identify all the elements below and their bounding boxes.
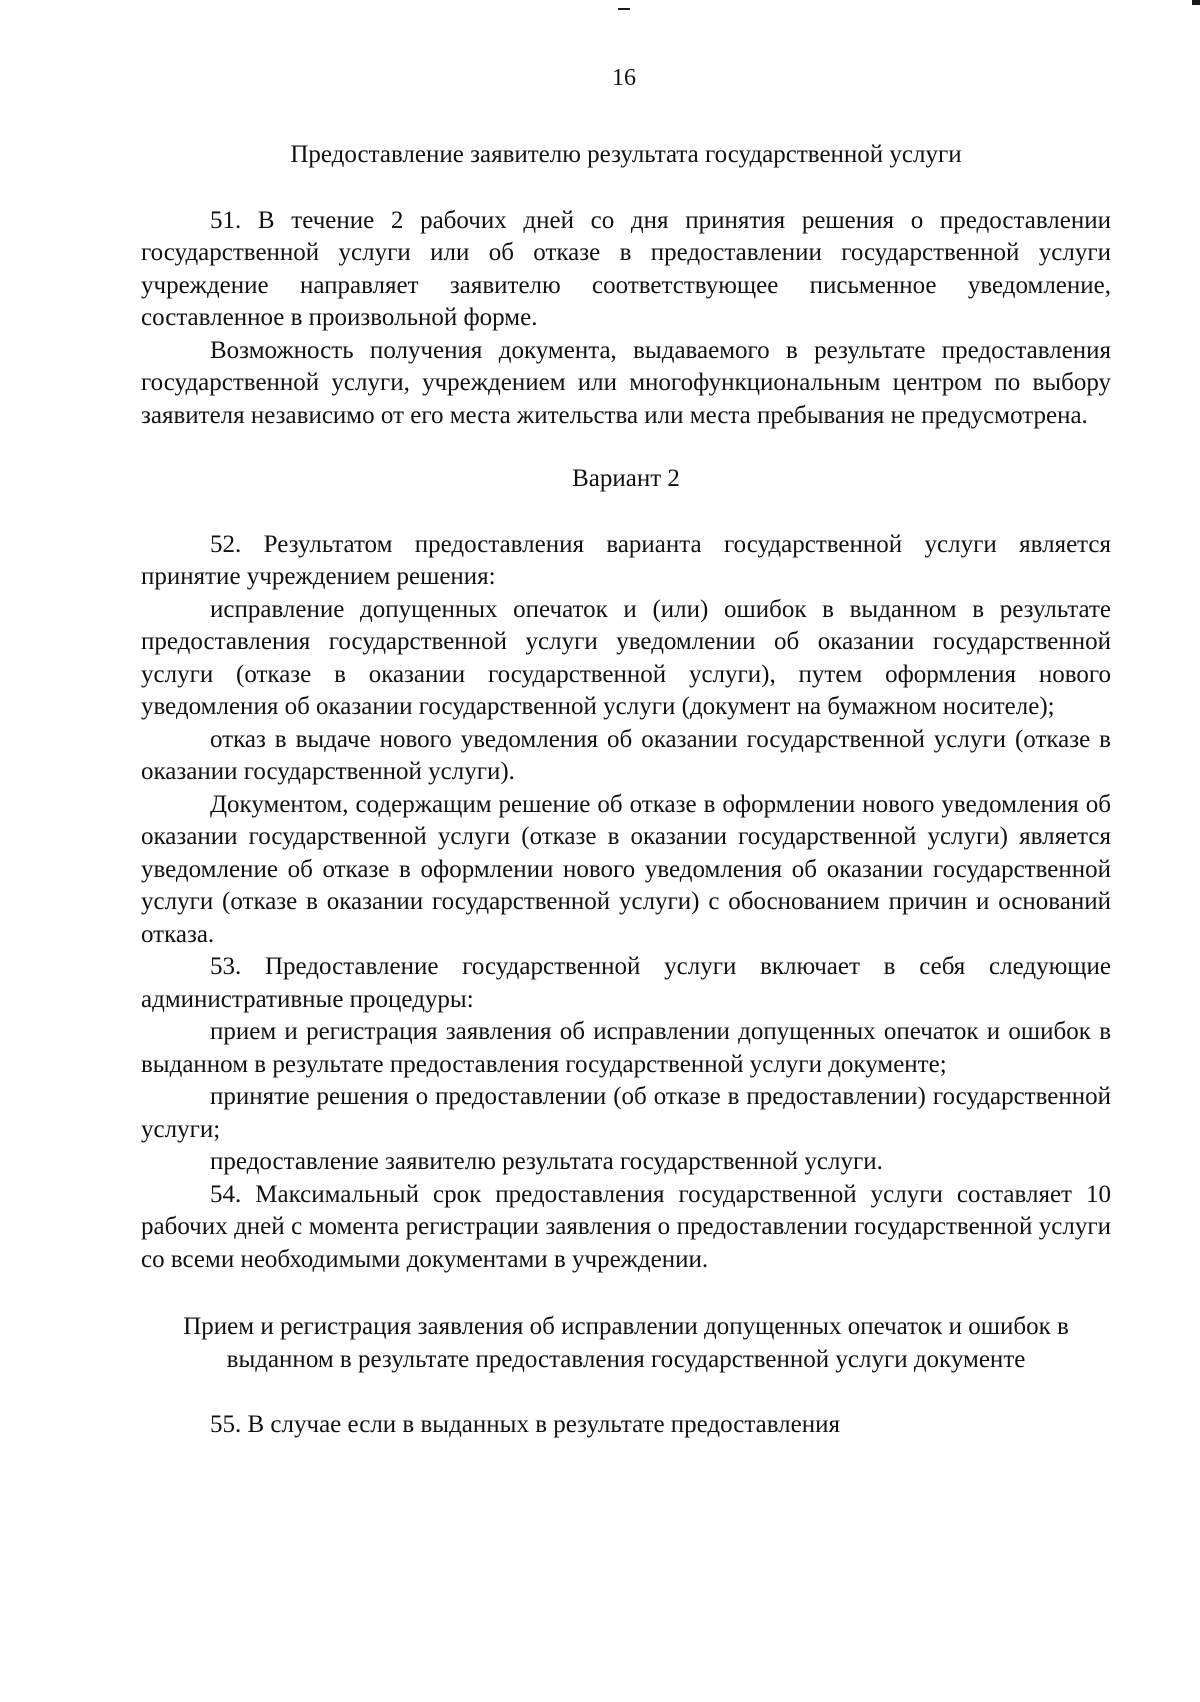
paragraph: Документом, содержащим решение об отказе в оформлении нового уведомления об оказании государственной услуги (отказе в оказании государственной услуги) является уведомление об отказе в оформлении нового уведомления об оказании государственной услуги (отказе в оказании государственной услуги) с обоснованием причин и оснований отказа. — [141, 790, 1111, 948]
paragraph: исправление допущенных опечаток и (или) ошибок в выданном в результате предоставления государственной услуги уведомлении об оказании государственной услуги (отказе в оказании государственной услуги), путем оформления нового уведомления об оказании государственной услуги (документ на бумажном носителе); — [141, 595, 1111, 720]
section-variant-2 — [141, 529, 1111, 1277]
paragraph: предоставление заявителю результата государственной услуги. — [210, 1148, 883, 1175]
section-application-intake — [141, 1409, 1111, 1442]
paragraph: Возможность получения документа, выдаваемого в результате предоставления государственной услуги, учреждением или многофункциональным центром по выбору заявителя независимо от его места жительства или места пребывания не предусмотрена. — [141, 336, 1111, 429]
paragraph: 55. В случае если в выданных в результате предоставления — [210, 1411, 841, 1438]
paragraph: 52. Результатом предоставления варианта государственной услуги является принятие учреждением решения: — [141, 530, 1111, 590]
section-heading-result-delivery: Предоставление заявителю результата государственной услуги — [290, 141, 962, 168]
paragraph: принятие решения о предоставлении (об отказе в предоставлении) государственной услуги; — [141, 1083, 1111, 1143]
document-body — [141, 139, 1111, 1442]
section-heading-application-intake: Прием и регистрация заявления об исправлении допущенных опечаток и ошибок в выданном в результате предоставления государственной услуги документе — [183, 1313, 1069, 1373]
scan-mark-right — [1192, 0, 1200, 5]
paragraph: 51. В течение 2 рабочих дней со дня принятия решения о предоставлении государственной услуги или об отказе в предоставлении государственной услуги учреждение направляет заявителю соответствующее письменное уведомление, составленное в произвольной форме. — [141, 206, 1111, 331]
page-number: 16 — [612, 65, 636, 91]
paragraph: 53. Предоставление государственной услуги включает в себя следующие административные процедуры: — [141, 953, 1111, 1013]
scan-mark-top — [618, 8, 630, 10]
paragraph: отказ в выдаче нового уведомления об оказании государственной услуги (отказе в оказании государственной услуги). — [141, 725, 1111, 785]
section-result-delivery — [141, 205, 1111, 433]
paragraph: прием и регистрация заявления об исправлении допущенных опечаток и ошибок в выданном в результате предоставления государственной услуги документе; — [141, 1018, 1111, 1078]
section-heading-variant-2: Вариант 2 — [572, 465, 680, 492]
paragraph: 54. Максимальный срок предоставления государственной услуги составляет 10 рабочих дней с момента регистрации заявления о предоставлении государственной услуги со всеми необходимыми документами в учреждении. — [141, 1180, 1111, 1273]
